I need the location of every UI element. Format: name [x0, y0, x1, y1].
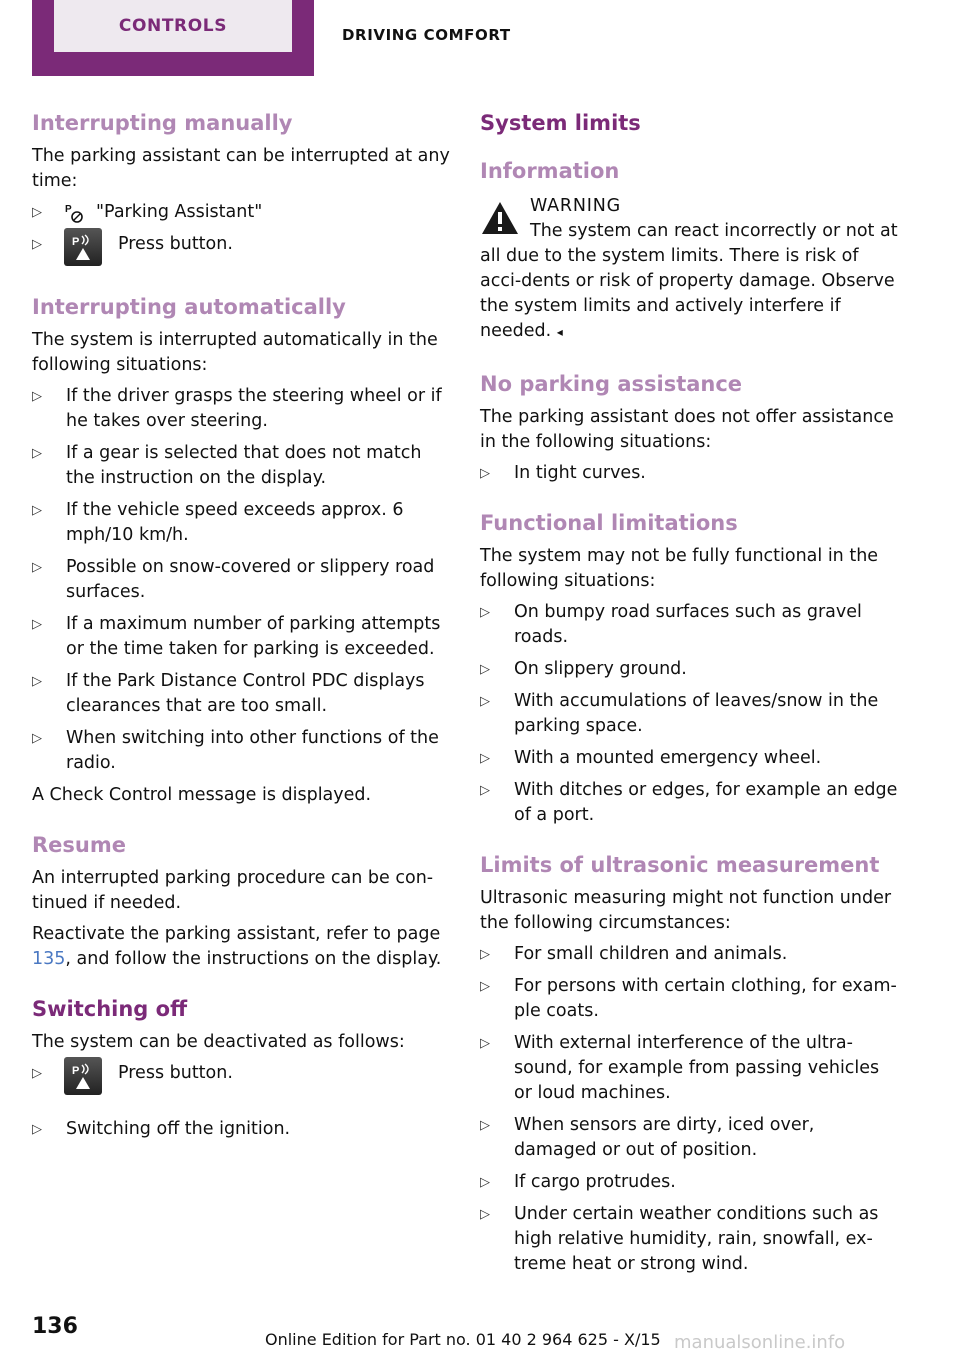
bullet-icon: ▷: [32, 503, 42, 518]
bullet-icon: ▷: [480, 662, 490, 677]
list-item: [32, 498, 450, 548]
bullet-icon: ▷: [32, 237, 42, 252]
list-item-text: "Parking Assistant": [96, 202, 263, 222]
header-tab-inner: [54, 0, 292, 52]
list-item-text: With a mounted emergency wheel.: [514, 748, 822, 768]
bullet-icon: ▷: [480, 1207, 490, 1222]
heading-ultrasonic-limits: Limits of ultrasonic measurement: [480, 853, 880, 877]
list-item-text: Possible on snow-covered or slippery road surfaces.: [66, 557, 435, 602]
parking-button-icon: [64, 1057, 102, 1095]
bullet-icon: ▷: [32, 674, 42, 689]
bullet-icon: ▷: [480, 605, 490, 620]
switching-off-intro: The system can be deactivated as follows:: [32, 1032, 405, 1052]
footer-edition: Online Edition for Part no. 01 40 2 964 625 - X/15: [265, 1330, 661, 1349]
ultrasonic-list: [480, 942, 898, 1277]
right-column: [480, 108, 898, 1284]
ultrasonic-intro: Ultrasonic measuring might not function under the following circumstances:: [480, 888, 892, 933]
bullet-icon: ▷: [32, 560, 42, 575]
svg-text:P: P: [65, 204, 72, 215]
resume-text-before: Reactivate the parking assistant, refer to page: [32, 924, 441, 944]
interrupting-automatically-intro: The system is interrupted automatically in the following situations:: [32, 330, 438, 375]
bullet-icon: ▷: [32, 731, 42, 746]
list-item-text: With ditches or edges, for example an edge of a port.: [514, 780, 898, 825]
switching-off-list: [32, 1061, 450, 1142]
left-column: [32, 108, 450, 1149]
list-item-text: For small children and animals.: [514, 944, 788, 964]
svg-text:P: P: [72, 1065, 80, 1077]
list-item: [480, 746, 898, 771]
bullet-icon: ▷: [480, 979, 490, 994]
page-number: 136: [32, 1314, 78, 1339]
resume-reactivate-paragraph: [32, 922, 450, 972]
parking-assistant-icon: [64, 202, 86, 224]
heading-switching-off: Switching off: [32, 997, 188, 1021]
warning-body-text: The system can react incorrectly or not at all due to the system limits. There is risk of acci-dents or risk of property damage. Observe the system limits and actively interfere if needed.: [480, 221, 898, 341]
list-item-text: If the vehicle speed exceeds approx. 6 mph/10 km/h.: [66, 500, 404, 545]
bullet-icon: ▷: [480, 947, 490, 962]
bullet-icon: ▷: [32, 1122, 42, 1137]
heading-interrupting-manually: Interrupting manually: [32, 111, 293, 135]
list-item: [480, 657, 898, 682]
list-item: [32, 441, 450, 491]
resume-paragraph: An interrupted parking procedure can be con-tinued if needed.: [32, 868, 434, 913]
functional-intro: The system may not be fully functional in the following situations:: [480, 546, 879, 591]
heading-no-parking-assistance: No parking assistance: [480, 372, 743, 396]
heading-functional-limitations: Functional limitations: [480, 511, 738, 535]
list-item-text: When sensors are dirty, iced over, damaged or out of position.: [514, 1115, 815, 1160]
list-item-text: If a maximum number of parking attempts or the time taken for parking is exceeded.: [66, 614, 441, 659]
watermark: manualsonline.info: [674, 1332, 846, 1353]
no-parking-intro: The parking assistant does not offer assistance in the following situations:: [480, 407, 894, 452]
list-item-text: Press button.: [118, 1063, 233, 1083]
svg-text:P: P: [72, 236, 80, 248]
list-item: [32, 1061, 450, 1103]
list-item-text: For persons with certain clothing, for exam-ple coats.: [514, 976, 897, 1021]
list-item-text: Under certain weather conditions such as high relative humidity, rain, snowfall, ex-treme heat or strong wind.: [514, 1204, 879, 1274]
bullet-icon: ▷: [480, 1118, 490, 1133]
list-item: [480, 689, 898, 739]
list-item-text: If the Park Distance Control PDC displays clearances that are too small.: [66, 671, 425, 716]
list-item: [32, 669, 450, 719]
bullet-icon: ▷: [480, 751, 490, 766]
bullet-icon: ▷: [480, 694, 490, 709]
heading-system-limits: System limits: [480, 111, 641, 135]
bullet-icon: ▷: [480, 1036, 490, 1051]
bullet-icon: ▷: [480, 466, 490, 481]
bullet-icon: ▷: [32, 1066, 42, 1081]
warning-text: [480, 219, 898, 345]
list-item: [32, 384, 450, 434]
end-mark-icon: ◂: [556, 325, 563, 339]
bullet-icon: ▷: [480, 1175, 490, 1190]
list-item: [32, 726, 450, 776]
header-tab-label: CONTROLS: [118, 16, 228, 36]
list-item: [32, 1117, 450, 1142]
check-control-text: A Check Control message is displayed.: [32, 785, 372, 805]
list-item: [480, 1113, 898, 1163]
interrupting-automatically-list: [32, 384, 450, 776]
no-parking-list: [480, 461, 898, 486]
page-reference-link[interactable]: 135: [32, 949, 66, 969]
bullet-icon: ▷: [32, 389, 42, 404]
list-item: [480, 778, 898, 828]
list-item-text: With external interference of the ultra-sound, for example from passing vehicles or loud machines.: [514, 1033, 880, 1103]
list-item: [480, 974, 898, 1024]
bullet-icon: ▷: [32, 205, 42, 220]
heading-information: Information: [480, 159, 620, 183]
list-item-text: With accumulations of leaves/snow in the parking space.: [514, 691, 879, 736]
bullet-icon: ▷: [32, 617, 42, 632]
list-item: [480, 600, 898, 650]
list-item: [480, 1031, 898, 1106]
list-item: [32, 555, 450, 605]
list-item-text: In tight curves.: [514, 463, 646, 483]
list-item: [480, 461, 898, 486]
bullet-icon: ▷: [480, 783, 490, 798]
functional-list: [480, 600, 898, 828]
list-item-text: If the driver grasps the steering wheel or if he takes over steering.: [66, 386, 442, 431]
list-item-text: On bumpy road surfaces such as gravel roads.: [514, 602, 862, 647]
list-item: [480, 942, 898, 967]
list-item: [480, 1170, 898, 1195]
list-item-text: When switching into other functions of the radio.: [66, 728, 439, 773]
heading-resume: Resume: [32, 833, 126, 857]
list-item-text: Switching off the ignition.: [66, 1119, 291, 1139]
list-item: [32, 200, 450, 225]
resume-text-after: , and follow the instructions on the display.: [65, 949, 442, 969]
list-item-text: Press button.: [118, 234, 233, 254]
warning-triangle-icon: [480, 200, 520, 236]
list-item-text: If a gear is selected that does not match the instruction on the display.: [66, 443, 422, 488]
interrupting-manually-intro: The parking assistant can be interrupted at any time:: [32, 146, 450, 191]
warning-block: [480, 194, 898, 345]
list-item: [32, 612, 450, 662]
interrupting-manually-list: [32, 200, 450, 274]
list-item: [480, 1202, 898, 1277]
list-item-text: If cargo protrudes.: [514, 1172, 676, 1192]
list-item-text: On slippery ground.: [514, 659, 687, 679]
header-tab: [32, 0, 314, 76]
heading-interrupting-automatically: Interrupting automatically: [32, 295, 346, 319]
header-section-title: DRIVING COMFORT: [342, 26, 511, 44]
parking-button-icon: [64, 228, 102, 266]
warning-label: WARNING: [530, 196, 621, 216]
bullet-icon: ▷: [32, 446, 42, 461]
list-item: [32, 232, 450, 274]
